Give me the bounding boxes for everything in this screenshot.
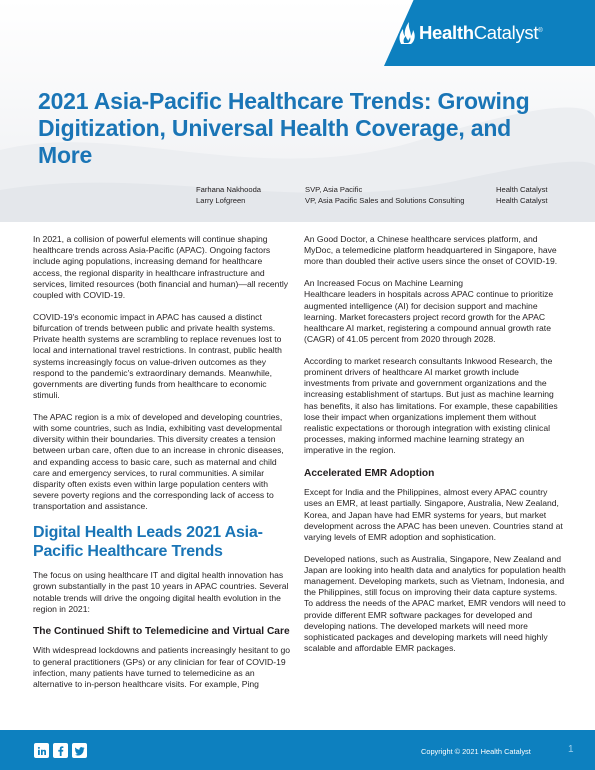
body-paragraph: With widespread lockdowns and patients increasingly hesitant to go to general practitioners (GPs) or any clinician for fear of COVID-19 infection, many patients have turned to telemedicine as an alternative to in-person healthcare visits. For example, Ping xyxy=(33,645,291,690)
author-name: Larry Lofgreen xyxy=(196,196,246,205)
sub-heading: Accelerated EMR Adoption xyxy=(304,468,435,480)
body-paragraph: Developed nations, such as Australia, Singapore, New Zealand and Japan are looking into health data and analytics for population health management. Developing markets, such as Vietnam, Indonesia, and the Philippines, still focus on improving their data capture systems. To address the needs of the APAC market, EMR vendors will need to provide different EMR software packages for developed and developing nations. The developed markets will need more sophisticated packages and developing markets will need highly scalable and affordable EMR packages. xyxy=(304,553,566,654)
facebook-icon[interactable] xyxy=(53,743,68,758)
social-links xyxy=(34,743,87,758)
body-paragraph: COVID-19's economic impact in APAC has caused a distinct bifurcation of trends between public and private health systems. Private health systems are scrambling to replace revenues lost to local and international travel restrictions. In contrast, public health systems increasingly focus on value-driven outcomes as they respond to the pandemic's extraordinary demands. Meanwhile, governments are diverting funds from healthcare to economic stimuli. xyxy=(33,311,282,401)
author-row xyxy=(196,184,556,195)
body-paragraph: The focus on using healthcare IT and digital health innovation has grown substantially in the past 10 years in APAC countries. Several notable trends will drive the ongoing digital health evolution in the region in 2021: xyxy=(33,570,289,614)
section-heading: Digital Health Leads 2021 Asia-Pacific Healthcare Trends xyxy=(33,524,263,561)
author-organization: Health Catalyst xyxy=(496,196,548,205)
author-role: SVP, Asia Pacific xyxy=(305,185,363,194)
body-paragraph: According to market research consultants Inkwood Research, the prominent drivers of healthcare AI market growth include investments from private and government organizations and the increasing establishment of startups. But just as machine learning has benefits, it also has limitations. For example, these capabilities lose their impact when organizations implement them without realistic expectations or thorough integration with existing clinical processes, making informed machine learning strategy an imperative in the region. xyxy=(304,355,558,456)
author-role: VP, Asia Pacific Sales and Solutions Consulting xyxy=(305,196,465,205)
twitter-icon[interactable] xyxy=(72,743,87,758)
page-number: 1 xyxy=(568,744,574,755)
author-row xyxy=(196,195,556,206)
linkedin-icon[interactable] xyxy=(34,743,49,758)
body-paragraph: The APAC region is a mix of developed and developing countries, with some countries, such as India, exhibiting vast developmental diversity within their boundaries. This diversity creates a tension between urban care, often due to an increase in chronic diseases, and expanding access to basic care, such as maternal and child care and emergency services, to rural communities. A similar disparity often exists even within large population centers with severe poverty regions and the corresponding lack of access to transportation and assistance. xyxy=(33,411,284,512)
body-paragraph-group xyxy=(304,278,566,345)
right-column xyxy=(304,234,566,665)
author-name: Farhana Nakhooda xyxy=(196,185,262,194)
paragraph-body: Healthcare leaders in hospitals across APAC continue to prioritize augmented intelligence (AI) for decision support and machine learning. Market forecasters project record growth for the APAC healthcare AI market, registering a compound annual growth rate (CAGR) of 41.05 percent from 2020 through 2028. xyxy=(304,289,554,345)
author-list xyxy=(196,184,556,206)
health-catalyst-logo xyxy=(398,19,542,47)
body-paragraph: Except for India and the Philippines, almost every APAC country uses an EMR, at least partially. Singapore, Australia, New Zealand, Korea, and Japan have had EMR systems for years, but market development across the APAC has been uneven. Countries stand at varying levels of EMR adoption and sophistication. xyxy=(304,487,563,542)
body-paragraph: In 2021, a collision of powerful elements will continue shaping healthcare trends across Asia-Pacific (APAC). Ongoing factors include aging populations, increasing demand for healthcare access, the regional disparity in healthcare infrastructure and services, limited resources (both financial and human)—all recently coupled with COVID-19. xyxy=(33,234,289,301)
page-header xyxy=(0,0,595,222)
page-title: 2021 Asia-Pacific Healthcare Trends: Growing Digitization, Universal Health Coverage, and More xyxy=(38,88,530,168)
author-organization: Health Catalyst xyxy=(496,185,548,194)
paragraph-lead: An Increased Focus on Machine Learning xyxy=(304,278,464,289)
body-paragraph: An Good Doctor, a Chinese healthcare services platform, and MyDoc, a telemedicine platform headquartered in Singapore, have more than doubled their active users since the onset of COVID-19. xyxy=(304,234,558,267)
left-column xyxy=(33,234,291,701)
copyright-text: Copyright © 2021 Health Catalyst xyxy=(421,747,531,756)
logo-wordmark: HealthCatalyst® xyxy=(419,22,543,43)
sub-heading: The Continued Shift to Telemedicine and Virtual Care xyxy=(33,626,290,638)
flame-logo-icon xyxy=(398,20,416,46)
page-footer xyxy=(0,730,595,770)
